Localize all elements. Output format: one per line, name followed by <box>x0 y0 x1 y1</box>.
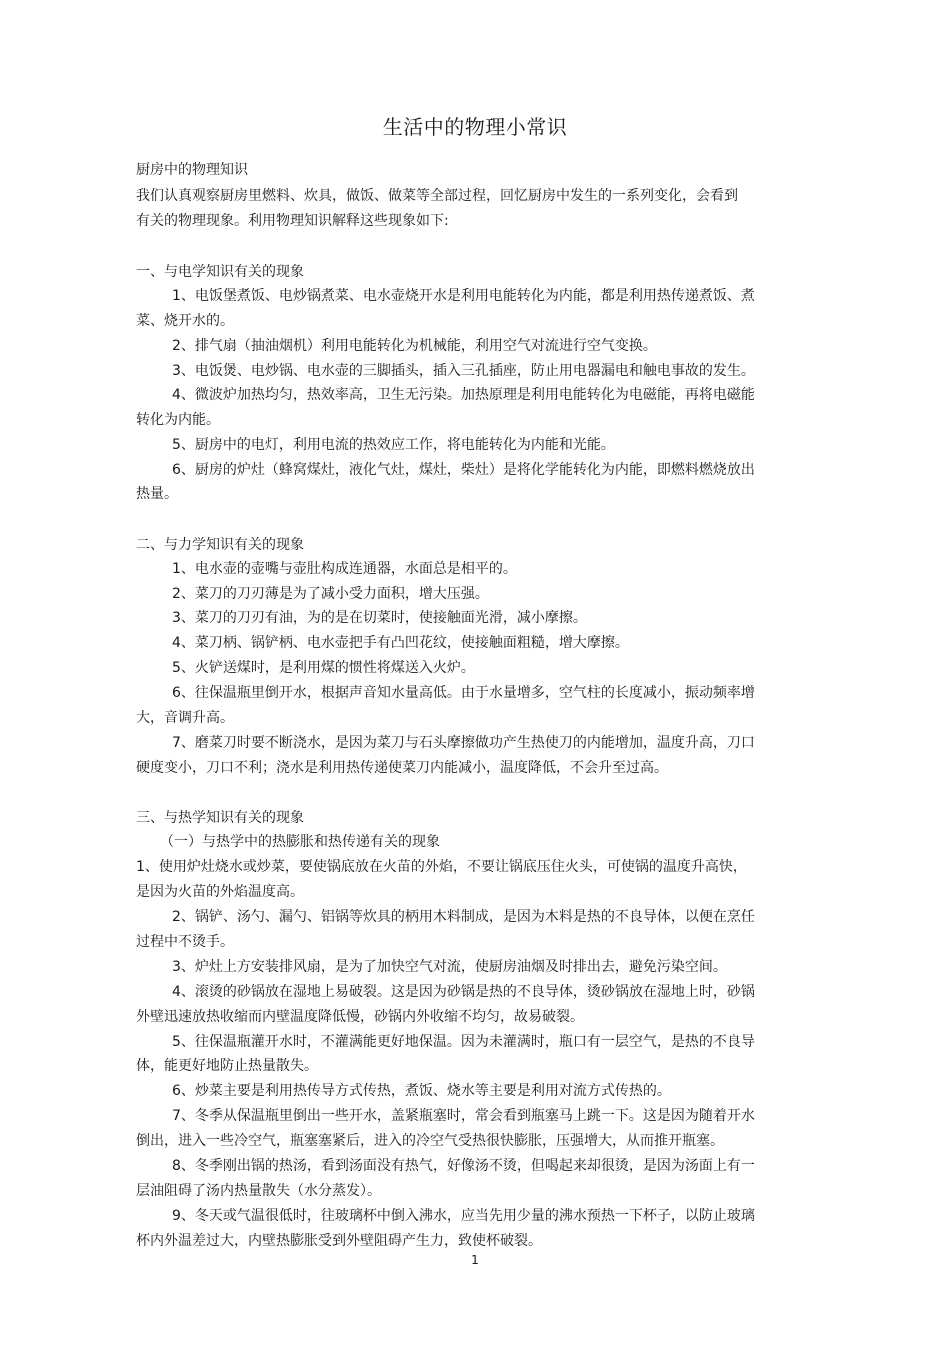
paragraph-line: 外壁迅速放热收缩而内壁温度降低慢，砂锅内外收缩不均匀，故易破裂。 <box>136 1009 584 1025</box>
paragraph-line: 硬度变小，刀口不利；浇水是利用热传递使菜刀内能减小，温度降低，不会升至过高。 <box>136 760 668 776</box>
paragraph-line: 5、厨房中的电灯，利用电流的热效应工作，将电能转化为内能和光能。 <box>172 437 615 453</box>
paragraph-line: 是因为火苗的外焰温度高。 <box>136 884 304 900</box>
subsection-heading: （一）与热学中的热膨胀和热传递有关的现象 <box>160 834 440 850</box>
paragraph-line: 有关的物理现象。利用物理知识解释这些现象如下: <box>136 213 449 229</box>
paragraph-line: 4、微波炉加热均匀，热效率高，卫生无污染。加热原理是利用电能转化为电磁能，再将电磁能 <box>172 387 755 403</box>
paragraph-line: 倒出，进入一些冷空气，瓶塞塞紧后，进入的冷空气受热很快膨胀，压强增大，从而推开瓶塞。 <box>136 1133 724 1149</box>
paragraph-line: 5、火铲送煤时，是利用煤的惯性将煤送入火炉。 <box>172 660 475 676</box>
paragraph-line: 2、锅铲、汤勺、漏勺、铝锅等炊具的柄用木料制成，是因为木料是热的不良导体，以便在烹任 <box>172 909 755 925</box>
paragraph-line: 6、炒菜主要是利用热传导方式传热，煮饭、烧水等主要是利用对流方式传热的。 <box>172 1083 671 1099</box>
paragraph-line: 4、滚烫的砂锅放在湿地上易破裂。这是因为砂锅是热的不良导体，烫砂锅放在湿地上时，砂锅 <box>172 984 755 1000</box>
paragraph-line: 热量。 <box>136 486 178 502</box>
section-heading: 厨房中的物理知识 <box>136 162 248 178</box>
paragraph-line: 2、排气扇（抽油烟机）利用电能转化为机械能，利用空气对流进行空气变换。 <box>172 338 657 354</box>
paragraph-line: 1、电饭堡煮饭、电炒锅煮菜、电水壶烧开水是利用电能转化为内能，都是利用热传递煮饭、煮 <box>172 288 755 304</box>
section-heading: 一、与电学知识有关的现象 <box>136 264 304 280</box>
paragraph-line: 3、电饭煲、电炒锅、电水壶的三脚插头，插入三孔插座，防止用电器漏电和触电事故的发生。 <box>172 363 755 379</box>
paragraph-line: 2、菜刀的刀刃薄是为了减小受力面积，增大压强。 <box>172 586 489 602</box>
paragraph-line: 9、冬天或气温很低时，往玻璃杯中倒入沸水，应当先用少量的沸水预热一下杯子，以防止玻璃 <box>172 1208 755 1224</box>
paragraph-line: 我们认真观察厨房里燃料、炊具，做饭、做菜等全部过程，回忆厨房中发生的一系列变化，会看到 <box>136 188 738 204</box>
paragraph-line: 7、冬季从保温瓶里倒出一些开水，盖紧瓶塞时，常会看到瓶塞马上跳一下。这是因为随着开水 <box>172 1108 755 1124</box>
paragraph-line: 杯内外温差过大，内壁热膨胀受到外壁阻碍产生力，致使杯破裂。 <box>136 1233 542 1249</box>
paragraph-line: 6、往保温瓶里倒开水，根据声音知水量高低。由于水量增多，空气柱的长度减小，振动频率增 <box>172 685 755 701</box>
paragraph-line: 1、电水壶的壶嘴与壶肚构成连通器，水面总是相平的。 <box>172 561 517 577</box>
section-heading: 三、与热学知识有关的现象 <box>136 810 304 826</box>
page-title: 生活中的物理小常识 <box>382 115 568 139</box>
section-heading: 二、与力学知识有关的现象 <box>136 537 304 553</box>
paragraph-line: 5、往保温瓶灌开水时，不灌满能更好地保温。因为未灌满时，瓶口有一层空气，是热的不良导 <box>172 1034 755 1050</box>
paragraph-line: 过程中不烫手。 <box>136 934 234 950</box>
page-number: 1 <box>471 1253 479 1267</box>
paragraph-line: 层油阻碍了汤内热量散失（水分蒸发）。 <box>136 1183 381 1199</box>
paragraph-line: 4、菜刀柄、锅铲柄、电水壶把手有凸凹花纹，使接触面粗糙，增大摩擦。 <box>172 635 629 651</box>
paragraph-line: 6、厨房的炉灶（蜂窝煤灶，液化气灶，煤灶，柴灶）是将化学能转化为内能，即燃料燃烧放出 <box>172 462 755 478</box>
paragraph-line: 体，能更好地防止热量散失。 <box>136 1058 318 1074</box>
paragraph-line: 转化为内能。 <box>136 412 220 428</box>
paragraph-line: 3、炉灶上方安装排风扇，是为了加快空气对流，使厨房油烟及时排出去，避免污染空间。 <box>172 959 727 975</box>
paragraph-line: 7、磨菜刀时要不断浇水，是因为菜刀与石头摩擦做功产生热使刀的内能增加，温度升高，刀口 <box>172 735 755 751</box>
paragraph-line: 8、冬季刚出锅的热汤，看到汤面没有热气，好像汤不烫，但喝起来却很烫，是因为汤面上有一 <box>172 1158 755 1174</box>
paragraph-line: 大，音调升高。 <box>136 710 234 726</box>
paragraph-line: 菜、烧开水的。 <box>136 313 234 329</box>
paragraph-line: 1、使用炉灶烧水或炒菜，要使锅底放在火苗的外焰，不要让锅底压住火头，可使锅的温度升高快， <box>136 859 747 875</box>
paragraph-line: 3、菜刀的刀刃有油，为的是在切菜时，使接触面光滑，减小摩擦。 <box>172 610 587 626</box>
